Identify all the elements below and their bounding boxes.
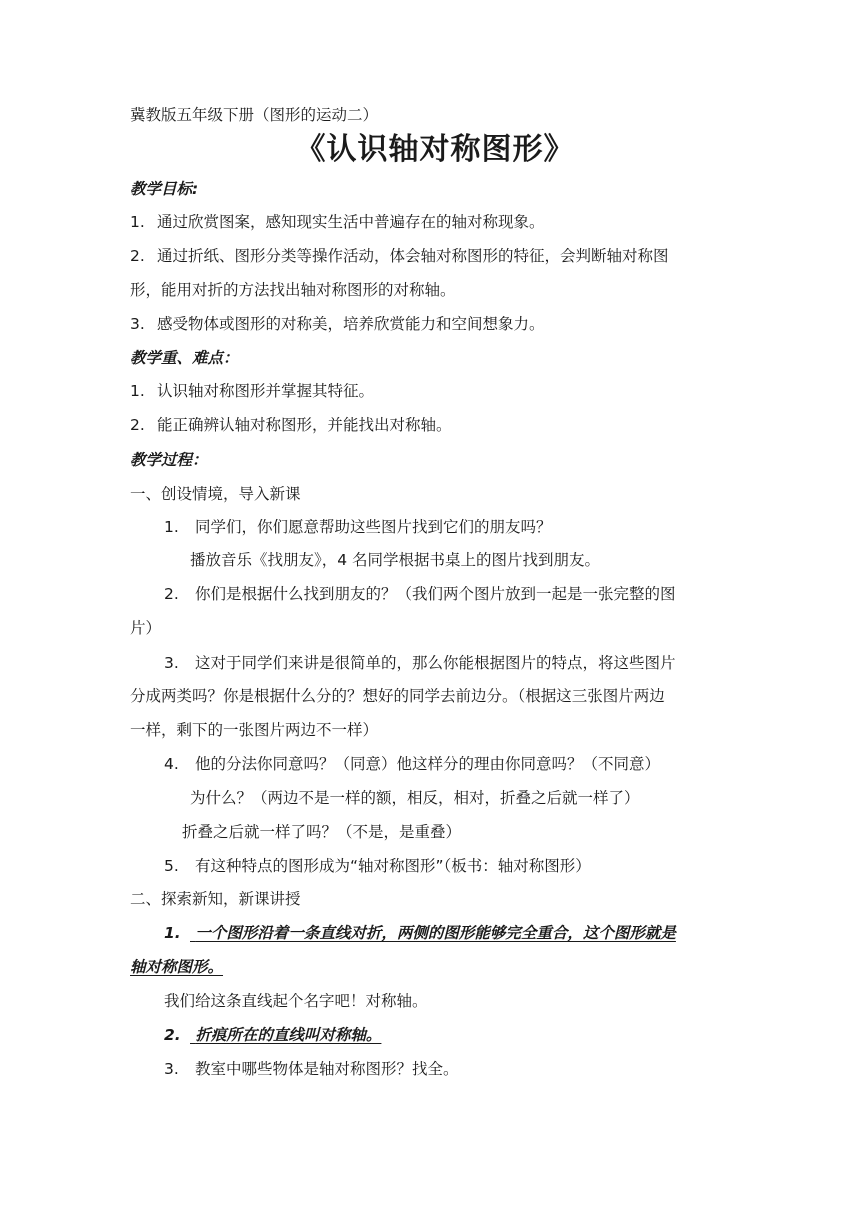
step-text: 这对于同学们来讲是很简单的，那么你能根据图片的特点，将这些图片 bbox=[194, 654, 676, 672]
section-title: 一、创设情境，导入新课 bbox=[130, 485, 301, 503]
step-text-continued: 一样，剩下的一张图片两边不一样） bbox=[130, 721, 379, 739]
keypoint-item bbox=[130, 380, 740, 402]
step-text: 他的分法你同意吗？（同意）他这样分的理由你同意吗？（不同意） bbox=[194, 755, 660, 773]
goal-text: 感受物体或图形的对称美，培养欣赏能力和空间想象力。 bbox=[156, 315, 545, 333]
step-number: 1. bbox=[164, 518, 179, 536]
goal-number: 1. bbox=[130, 213, 145, 231]
goal-item bbox=[130, 211, 740, 233]
step-item bbox=[164, 516, 774, 538]
keypoint-text: 认识轴对称图形并掌握其特征。 bbox=[156, 382, 374, 400]
definition-text: 一个图形沿着一条直线对折，两侧的图形能够完全重合，这个图形就是 bbox=[195, 924, 676, 942]
step-number: 3. bbox=[164, 1060, 179, 1078]
step-item bbox=[164, 1058, 774, 1080]
goal-text: 通过折纸、图形分类等操作活动，体会轴对称图形的特征，会判断轴对称图 bbox=[156, 247, 669, 265]
goal-text: 通过欣赏图案，感知现实生活中普遍存在的轴对称现象。 bbox=[156, 213, 545, 231]
step-number: 2. bbox=[164, 585, 179, 603]
process-heading: 教学过程： bbox=[130, 451, 208, 469]
step-item bbox=[164, 855, 774, 877]
step-number: 5. bbox=[164, 857, 179, 875]
naming-text: 我们给这条直线起个名字吧！对称轴。 bbox=[164, 992, 428, 1010]
step-text: 教室中哪些物体是轴对称图形？找全。 bbox=[194, 1060, 459, 1078]
step-subtext: 折叠之后就一样了吗？（不是，是重叠） bbox=[182, 823, 462, 841]
section-title: 二、探索新知，新课讲授 bbox=[130, 890, 301, 908]
step-number: 3. bbox=[164, 654, 179, 672]
step-subtext: 为什么？（两边不是一样的额，相反，相对，折叠之后就一样了） bbox=[190, 789, 640, 807]
keypoints-heading: 教学重、难点： bbox=[130, 349, 239, 367]
definition-number: 1. bbox=[164, 924, 181, 942]
keypoint-text: 能正确辨认轴对称图形，并能找出对称轴。 bbox=[156, 416, 452, 434]
step-text: 同学们，你们愿意帮助这些图片找到它们的朋友吗？ bbox=[194, 518, 552, 536]
step-text: 有这种特点的图形成为“轴对称图形”（板书：轴对称图形） bbox=[194, 857, 591, 875]
step-text-continued: 分成两类吗？你是根据什么分的？想好的同学去前边分。（根据这三张图片两边 bbox=[130, 687, 665, 705]
keypoint-number: 2. bbox=[130, 416, 145, 434]
goal-number: 2. bbox=[130, 247, 145, 265]
step-item bbox=[164, 652, 774, 674]
goal-item bbox=[130, 245, 740, 267]
step-item bbox=[164, 583, 774, 605]
keypoint-item bbox=[130, 414, 740, 436]
step-item bbox=[164, 753, 774, 775]
definition-item bbox=[164, 1024, 774, 1046]
step-text-continued: 片） bbox=[130, 619, 162, 637]
goals-heading: 教学目标: bbox=[130, 180, 199, 198]
definition-item bbox=[164, 922, 774, 944]
step-subtext: 播放音乐《找朋友》，4 名同学根据书桌上的图片找到朋友。 bbox=[190, 551, 601, 569]
document-title: 《认识轴对称图形》 bbox=[295, 132, 575, 167]
goal-item bbox=[130, 313, 740, 335]
definition-number: 2. bbox=[164, 1026, 181, 1044]
keypoint-number: 1. bbox=[130, 382, 145, 400]
goal-text-continued: 形，能用对折的方法找出轴对称图形的对称轴。 bbox=[130, 281, 456, 299]
definition-text-continued: 轴对称图形。 bbox=[130, 958, 224, 976]
step-text: 你们是根据什么找到朋友的？（我们两个图片放到一起是一张完整的图 bbox=[194, 585, 676, 603]
step-number: 4. bbox=[164, 755, 179, 773]
goal-number: 3. bbox=[130, 315, 145, 333]
document-subtitle: 冀教版五年级下册（图形的运动二） bbox=[130, 106, 379, 124]
definition-text: 折痕所在的直线叫对称轴。 bbox=[195, 1026, 382, 1044]
